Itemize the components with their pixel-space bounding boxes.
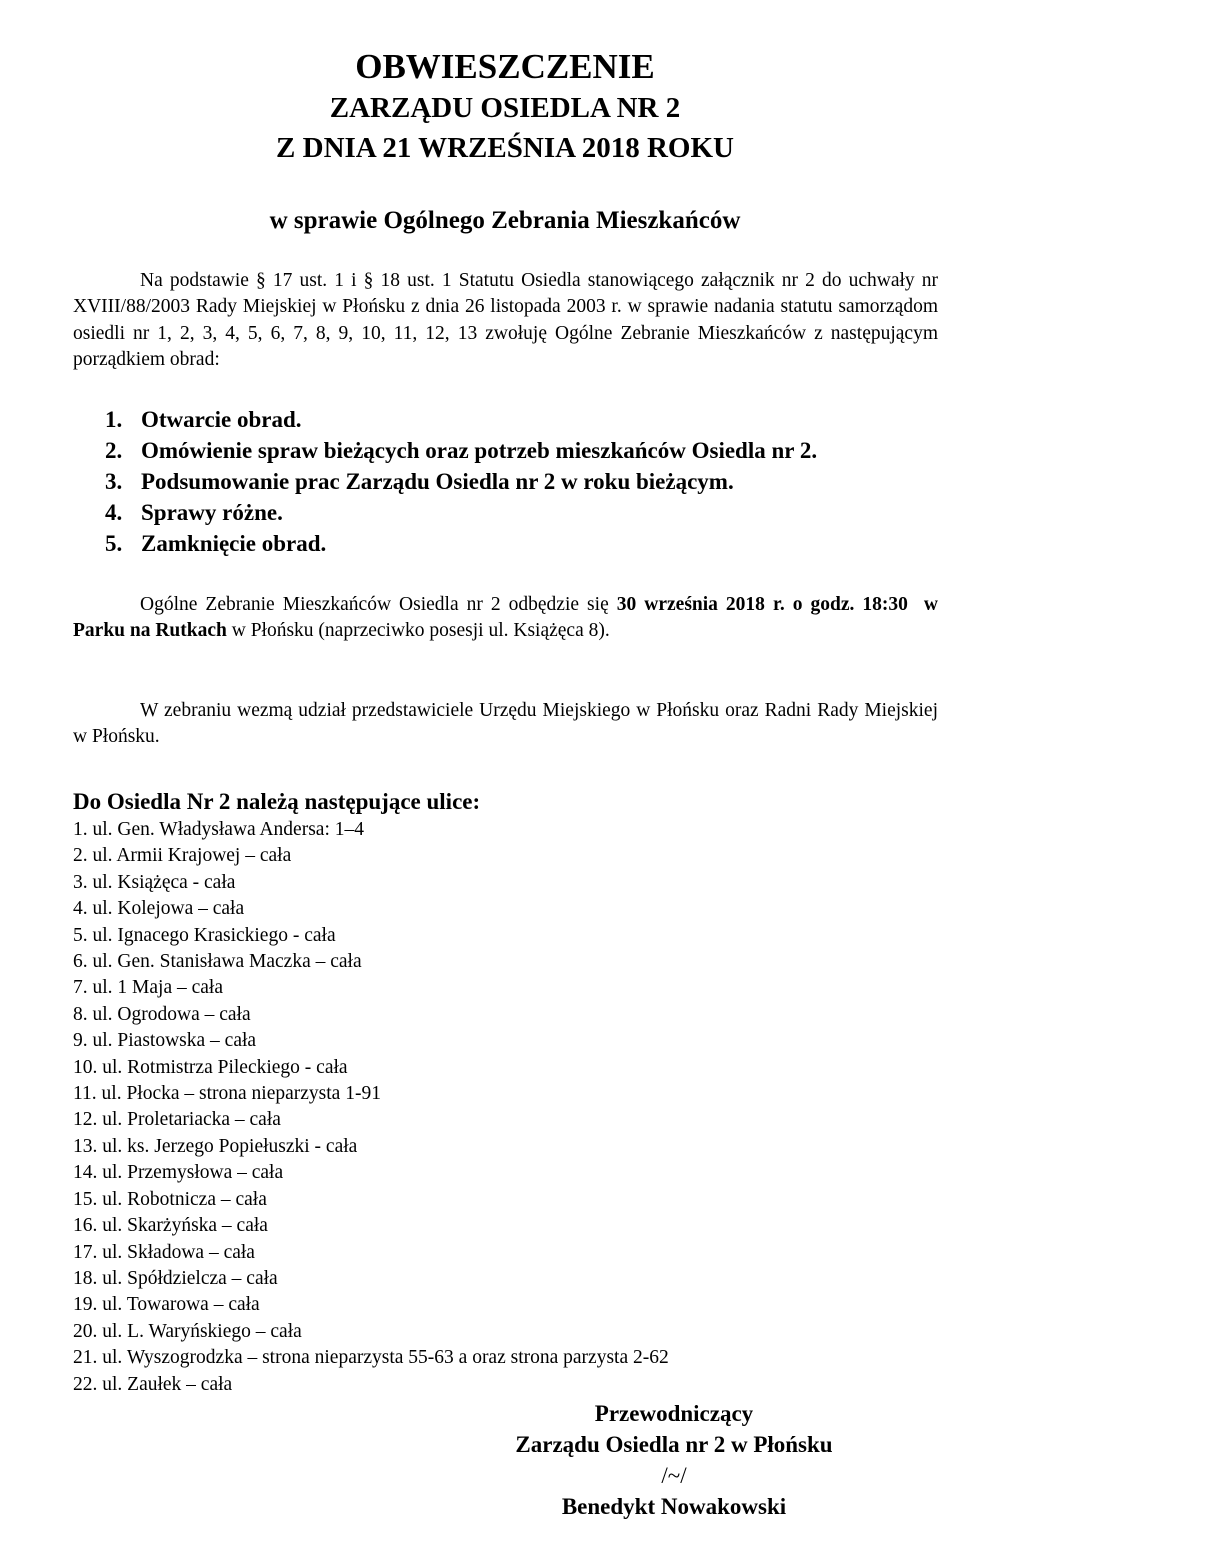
agenda-item: [105, 528, 817, 559]
signature-mark: /~/: [661, 1463, 687, 1488]
agenda-item-text: Podsumowanie prac Zarządu Osiedla nr 2 w roku bieżącym.: [141, 469, 734, 494]
street-item: 3. ul. Książęca - cała: [73, 871, 236, 893]
street-item: 13. ul. ks. Jerzego Popiełuszki - cała: [73, 1135, 358, 1157]
document-subject: w sprawie Ogólnego Zebrania Mieszkańców: [269, 207, 741, 234]
street-item: 17. ul. Składowa – cała: [73, 1241, 255, 1263]
agenda-list: [105, 404, 817, 559]
street-item: 12. ul. Proletariacka – cała: [73, 1109, 281, 1131]
agenda-item-number: 5.: [105, 531, 123, 556]
street-item: 22. ul. Zaułek – cała: [73, 1373, 233, 1395]
street-item: 8. ul. Ogrodowa – cała: [73, 1003, 251, 1025]
issuer-line: ZARZĄDU OSIEDLA NR 2: [329, 92, 681, 124]
streets-heading: Do Osiedla Nr 2 należą następujące ulice:: [73, 789, 481, 814]
agenda-item-number: 2.: [105, 438, 123, 463]
meeting-datetime: 30 września 2018 r. o godz. 18:30: [616, 594, 908, 615]
street-item: 2. ul. Armii Krajowej – cała: [73, 845, 292, 867]
street-item: 18. ul. Spółdzielcza – cała: [73, 1267, 278, 1289]
street-item: 10. ul. Rotmistrza Pileckiego - cała: [73, 1056, 348, 1078]
street-item: 11. ul. Płocka – strona nieparzysta 1-91: [73, 1083, 381, 1105]
street-item: 5. ul. Ignacego Krasickiego - cała: [73, 924, 336, 946]
street-item: 21. ul. Wyszogrodzka – strona nieparzysta 55-63 a oraz strona parzysta 2-62: [73, 1347, 669, 1369]
agenda-item-text: Otwarcie obrad.: [141, 407, 302, 432]
meeting-location-detail: w Płońsku (naprzeciwko posesji ul. Książęca 8).: [231, 620, 610, 642]
agenda-item-text: Zamknięcie obrad.: [141, 531, 327, 556]
meeting-place: w Parku na Rutkach: [73, 594, 939, 642]
document-title: OBWIESZCZENIE: [355, 47, 655, 86]
street-item: 1. ul. Gen. Władysława Andersa: 1–4: [73, 819, 364, 840]
date-line: Z DNIA 21 WRZEŚNIA 2018 ROKU: [276, 132, 734, 164]
attendance-paragraph: W zebraniu wezmą udział przedstawiciele Urzędu Miejskiego w Płońsku oraz Radni Rady Miejskiej w Płońsku.: [73, 700, 938, 748]
street-item: 19. ul. Towarowa – cała: [73, 1294, 260, 1316]
streets-list: [73, 817, 669, 1398]
agenda-item-number: 3.: [105, 469, 123, 494]
signatory-name: Benedykt Nowakowski: [561, 1494, 787, 1519]
signatory-body: Zarządu Osiedla nr 2 w Płońsku: [515, 1432, 833, 1457]
street-item: 9. ul. Piastowska – cała: [73, 1030, 257, 1052]
street-item: 7. ul. 1 Maja – cała: [73, 977, 223, 999]
street-item: 16. ul. Skarżyńska – cała: [73, 1215, 268, 1237]
meeting-paragraph: [73, 592, 938, 645]
agenda-item: [105, 435, 817, 466]
agenda-item-number: 1.: [105, 407, 123, 432]
street-item: 15. ul. Robotnicza – cała: [73, 1188, 267, 1210]
agenda-item-text: Omówienie spraw bieżących oraz potrzeb mieszkańców Osiedla nr 2.: [141, 438, 818, 463]
street-item: 20. ul. L. Waryńskiego – cała: [73, 1320, 302, 1342]
intro-paragraph: Na podstawie § 17 ust. 1 i § 18 ust. 1 Statutu Osiedla stanowiącego załącznik nr 2 do uchwały nr XVIII/88/2003 Rady Miejskiej w Płońsku z dnia 26 listopada 2003 r. w sprawie nadania statutu samorządom osiedli nr 1, 2, 3, 4, 5, 6, 7, 8, 9, 10, 11, 12, 13 zwołuję Ogólne Zebranie Mieszkańców z następującym porządkiem obrad:: [73, 270, 938, 371]
signature-block: [414, 1398, 934, 1522]
agenda-item: [105, 466, 817, 497]
agenda-item-text: Sprawy różne.: [141, 500, 283, 525]
meeting-lead: Ogólne Zebranie Mieszkańców Osiedla nr 2 odbędzie się: [140, 594, 609, 615]
street-item: 6. ul. Gen. Stanisława Maczka – cała: [73, 951, 362, 973]
signatory-role: Przewodniczący: [594, 1401, 754, 1426]
agenda-item: [105, 497, 817, 528]
agenda-item: [105, 404, 817, 435]
street-item: 4. ul. Kolejowa – cała: [73, 898, 245, 920]
street-item: 14. ul. Przemysłowa – cała: [73, 1162, 284, 1184]
agenda-item-number: 4.: [105, 500, 123, 525]
